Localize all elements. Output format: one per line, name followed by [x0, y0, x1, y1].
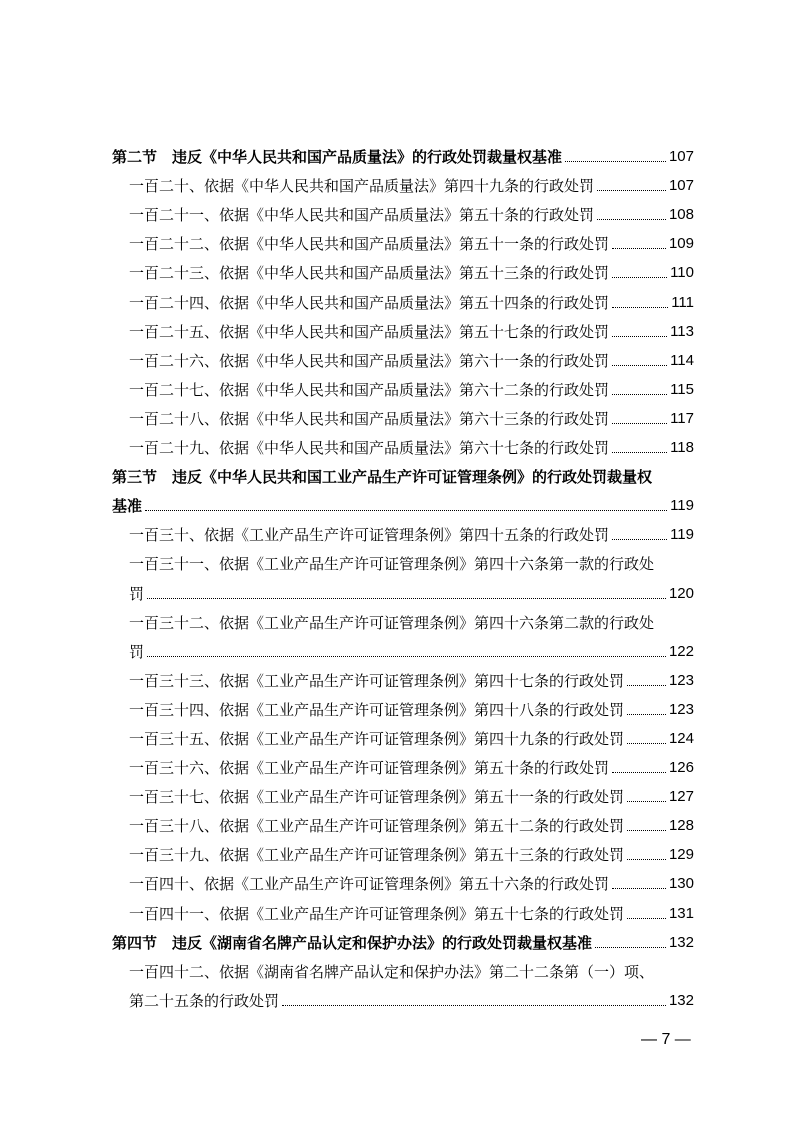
toc-entry-label: 一百三十八、依据《工业产品生产许可证管理条例》第五十二条的行政处罚	[129, 817, 625, 836]
dot-leader	[612, 423, 667, 424]
toc-entry-page-number: 122	[668, 642, 694, 660]
toc-entry[interactable]	[112, 400, 694, 429]
toc-entry[interactable]	[112, 283, 694, 312]
dot-leader	[612, 772, 666, 773]
toc-entry-page-number: 115	[670, 380, 694, 398]
toc-entry[interactable]	[112, 633, 694, 662]
dot-leader	[147, 656, 666, 657]
toc-entry-label: 一百二十三、依据《中华人民共和国产品质量法》第五十三条的行政处罚	[129, 264, 610, 283]
toc-entry[interactable]	[112, 662, 694, 691]
dot-leader	[612, 452, 667, 453]
toc-entry-page-number: 109	[668, 235, 694, 253]
toc-entry-label: 一百三十七、依据《工业产品生产许可证管理条例》第五十一条的行政处罚	[129, 788, 625, 807]
toc-entry-label: 第三节 违反《中华人民共和国工业产品生产许可证管理条例》的行政处罚裁量权	[112, 468, 653, 487]
toc-entry-page-number: 117	[670, 409, 694, 427]
toc-entry[interactable]	[112, 691, 694, 720]
page-number: — 7 —	[641, 1031, 691, 1048]
toc-entry[interactable]	[112, 807, 694, 836]
toc-entry-label: 第四节 违反《湖南省名牌产品认定和保护办法》的行政处罚裁量权基准	[112, 933, 593, 952]
dot-leader	[627, 714, 666, 715]
toc-entry-page-number: 110	[670, 264, 694, 282]
toc-entry-page-number: 107	[668, 148, 694, 166]
toc-entry[interactable]	[112, 196, 694, 225]
toc-entry-page-number: 132	[668, 991, 694, 1009]
toc-entry-label: 一百三十四、依据《工业产品生产许可证管理条例》第四十八条的行政处罚	[129, 700, 625, 719]
dot-leader	[627, 685, 666, 686]
toc-entry-page-number: 132	[668, 933, 694, 951]
toc-entry-page-number: 127	[668, 788, 694, 806]
dot-leader	[595, 947, 666, 948]
dot-leader	[597, 219, 666, 220]
dot-leader	[612, 888, 666, 889]
toc-section-entry[interactable]	[112, 458, 694, 487]
dot-leader	[597, 190, 666, 191]
dot-leader	[612, 307, 668, 308]
toc-entry[interactable]	[112, 836, 694, 865]
toc-entry-label: 第二十五条的行政处罚	[129, 991, 280, 1010]
dot-leader	[147, 598, 666, 599]
toc-entry-label: 一百二十八、依据《中华人民共和国产品质量法》第六十三条的行政处罚	[129, 409, 610, 428]
toc-entry-label: 基准	[112, 497, 143, 516]
toc-section-entry[interactable]	[112, 487, 694, 516]
toc-entry[interactable]	[112, 371, 694, 400]
toc-entry[interactable]	[112, 167, 694, 196]
toc-entry-label: 一百二十一、依据《中华人民共和国产品质量法》第五十条的行政处罚	[129, 206, 595, 225]
dot-leader	[612, 365, 667, 366]
toc-entry[interactable]	[112, 894, 694, 923]
toc-entry[interactable]	[112, 953, 694, 982]
toc-entry-label: 第二节 违反《中华人民共和国产品质量法》的行政处罚裁量权基准	[112, 148, 563, 167]
toc-entry-label: 罚	[129, 642, 145, 661]
toc-entry-page-number: 113	[670, 322, 694, 340]
toc-entry-label: 一百三十九、依据《工业产品生产许可证管理条例》第五十三条的行政处罚	[129, 846, 625, 865]
toc-entry-label: 一百四十一、依据《工业产品生产许可证管理条例》第五十七条的行政处罚	[129, 904, 625, 923]
toc-entry-page-number: 120	[668, 584, 694, 602]
toc-entry-label: 一百三十一、依据《工业产品生产许可证管理条例》第四十六条第一款的行政处	[129, 555, 655, 574]
toc-entry-page-number: 124	[668, 729, 694, 747]
toc-entry-label: 一百三十、依据《工业产品生产许可证管理条例》第四十五条的行政处罚	[129, 526, 610, 545]
toc-entry[interactable]	[112, 225, 694, 254]
toc-entry-page-number: 107	[668, 177, 694, 195]
dot-leader	[282, 1005, 666, 1006]
toc-entry[interactable]	[112, 778, 694, 807]
toc-section-entry[interactable]	[112, 138, 694, 167]
table-of-contents	[112, 138, 694, 1011]
toc-entry-label: 一百二十四、依据《中华人民共和国产品质量法》第五十四条的行政处罚	[129, 293, 610, 312]
toc-entry-page-number: 131	[668, 904, 694, 922]
toc-entry-label: 一百四十二、依据《湖南省名牌产品认定和保护办法》第二十二条第（一）项、	[129, 962, 655, 981]
toc-entry-label: 一百二十七、依据《中华人民共和国产品质量法》第六十二条的行政处罚	[129, 380, 610, 399]
toc-entry[interactable]	[112, 574, 694, 603]
toc-entry-page-number: 128	[668, 817, 694, 835]
dot-leader	[627, 830, 666, 831]
toc-entry[interactable]	[112, 429, 694, 458]
toc-entry-page-number: 126	[668, 759, 694, 777]
toc-entry-page-number: 108	[668, 206, 694, 224]
dot-leader	[627, 859, 666, 860]
toc-entry[interactable]	[112, 545, 694, 574]
toc-entry-label: 一百二十六、依据《中华人民共和国产品质量法》第六十一条的行政处罚	[129, 351, 610, 370]
toc-entry[interactable]	[112, 516, 694, 545]
toc-entry-label: 一百二十、依据《中华人民共和国产品质量法》第四十九条的行政处罚	[129, 177, 595, 196]
toc-entry-page-number: 111	[671, 293, 694, 311]
toc-entry-label: 一百二十九、依据《中华人民共和国产品质量法》第六十七条的行政处罚	[129, 439, 610, 458]
dot-leader	[612, 336, 667, 337]
toc-entry-page-number: 123	[668, 700, 694, 718]
toc-entry-page-number: 119	[670, 497, 694, 515]
toc-entry-label: 一百三十六、依据《工业产品生产许可证管理条例》第五十条的行政处罚	[129, 759, 610, 778]
toc-entry-label: 一百四十、依据《工业产品生产许可证管理条例》第五十六条的行政处罚	[129, 875, 610, 894]
toc-entry-page-number: 114	[670, 351, 694, 369]
toc-entry-label: 一百三十三、依据《工业产品生产许可证管理条例》第四十七条的行政处罚	[129, 671, 625, 690]
dot-leader	[612, 394, 667, 395]
toc-entry-page-number: 123	[668, 671, 694, 689]
toc-entry-page-number: 130	[668, 875, 694, 893]
toc-entry[interactable]	[112, 865, 694, 894]
dot-leader	[612, 539, 667, 540]
toc-section-entry[interactable]	[112, 924, 694, 953]
toc-entry[interactable]	[112, 342, 694, 371]
toc-entry-page-number: 119	[670, 526, 694, 544]
dot-leader	[627, 801, 666, 802]
toc-entry-label: 罚	[129, 584, 145, 603]
toc-entry-label: 一百二十二、依据《中华人民共和国产品质量法》第五十一条的行政处罚	[129, 235, 610, 254]
toc-entry[interactable]	[112, 982, 694, 1011]
toc-entry-page-number: 118	[670, 439, 694, 457]
toc-entry[interactable]	[112, 313, 694, 342]
toc-entry[interactable]	[112, 604, 694, 633]
toc-entry-label: 一百三十五、依据《工业产品生产许可证管理条例》第四十九条的行政处罚	[129, 729, 625, 748]
dot-leader	[627, 918, 666, 919]
dot-leader	[145, 510, 667, 511]
toc-entry-label: 一百二十五、依据《中华人民共和国产品质量法》第五十七条的行政处罚	[129, 322, 610, 341]
dot-leader	[612, 277, 667, 278]
toc-entry-label: 一百三十二、依据《工业产品生产许可证管理条例》第四十六条第二款的行政处	[129, 613, 655, 632]
toc-entry-page-number: 129	[668, 846, 694, 864]
toc-entry[interactable]	[112, 749, 694, 778]
toc-entry[interactable]	[112, 720, 694, 749]
dot-leader	[565, 161, 666, 162]
dot-leader	[627, 743, 666, 744]
dot-leader	[612, 248, 666, 249]
toc-entry[interactable]	[112, 254, 694, 283]
